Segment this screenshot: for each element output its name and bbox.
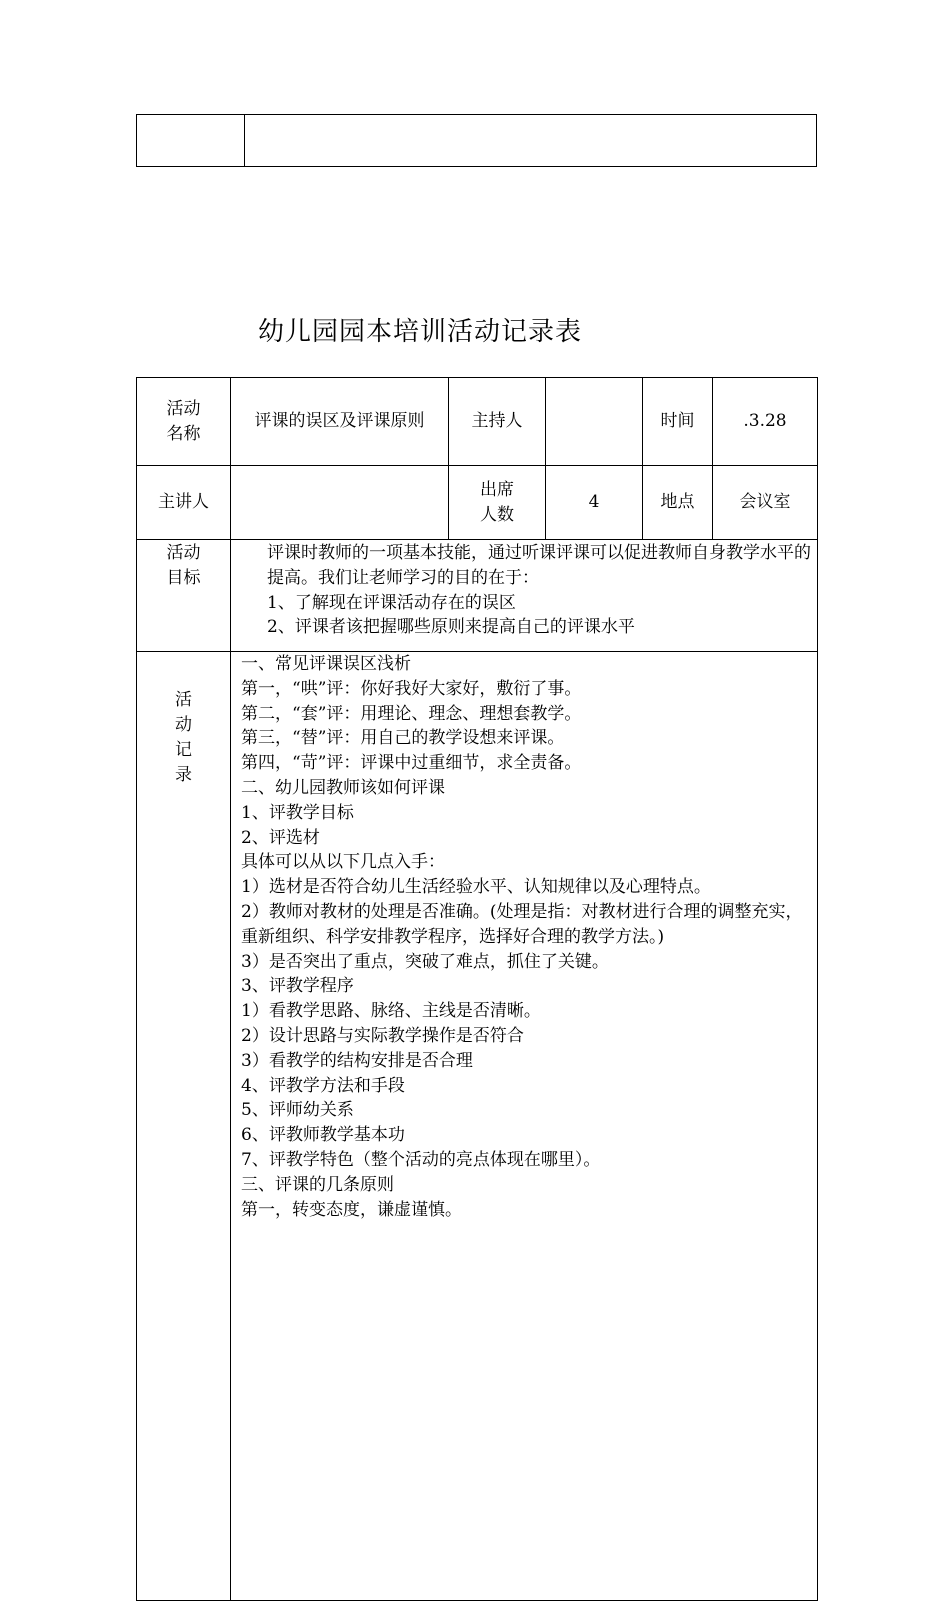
goal-label: 活动目标	[166, 543, 201, 588]
location-cell: 会议室	[713, 466, 818, 540]
table-row	[137, 466, 818, 540]
speaker-label-cell: 主讲人	[137, 466, 231, 540]
table-row	[137, 652, 818, 1601]
record-line: 1）选材是否符合幼儿生活经验水平、认知规律以及心理特点。	[241, 877, 711, 898]
record-line: 三、评课的几条原则	[241, 1174, 394, 1195]
record-line: 2）设计思路与实际教学操作是否符合	[241, 1025, 524, 1046]
record-label: 活动记录	[175, 690, 192, 785]
header-table-divider	[244, 115, 245, 166]
record-line: 7、评教学特色（整个活动的亮点体现在哪里）。	[241, 1149, 601, 1170]
record-line: 第四，“苛”评：评课中过重细节，求全责备。	[241, 753, 582, 774]
records-cell	[231, 652, 818, 1601]
speaker-cell	[231, 466, 449, 540]
goal-line: 1、了解现在评课活动存在的误区	[267, 592, 516, 613]
goal-line: 评课时教师的一项基本技能，通过听课评课可以促进教师自身教学水平的提高。我们让老师学习的目的在于：	[267, 543, 811, 588]
attendance-cell: 4	[546, 466, 643, 540]
record-line: 2）教师对教材的处理是否准确。(处理是指：对教材进行合理的调整充实，重新组织、科学安排教学程序，选择好合理的教学方法。)	[241, 901, 803, 947]
record-line: 第一，“哄”评：你好我好大家好，敷衍了事。	[241, 678, 582, 699]
page-title: 幼儿园园本培训活动记录表	[258, 317, 583, 347]
record-line: 5、评师幼关系	[241, 1100, 354, 1121]
time-label-cell: 时间	[643, 378, 713, 466]
location-label-cell: 地点	[643, 466, 713, 540]
record-line: 第二，“套”评：用理论、理念、理想套教学。	[241, 703, 582, 724]
record-line: 一、常见评课误区浅析	[241, 654, 411, 674]
record-line: 3、评教学程序	[241, 976, 354, 997]
goal-cell	[231, 540, 818, 652]
record-line: 4、评教学方法和手段	[241, 1075, 405, 1096]
activity-name-cell: 评课的误区及评课原则	[231, 378, 449, 466]
activity-name-label-cell	[137, 378, 231, 466]
record-line: 3）看教学的结构安排是否合理	[241, 1050, 473, 1071]
record-line: 具体可以从以下几点入手：	[241, 852, 445, 873]
record-line: 1、评教学目标	[241, 802, 354, 823]
attendance-label: 出席人数	[480, 479, 514, 525]
goal-line: 2、评课者该把握哪些原则来提高自己的评课水平	[267, 617, 635, 638]
record-line: 3）是否突出了重点，突破了难点，抓住了关键。	[241, 951, 609, 972]
host-cell	[546, 378, 643, 466]
attendance-label-cell	[449, 466, 546, 540]
record-line: 6、评教师教学基本功	[241, 1125, 405, 1146]
record-line: 第三，“替”评：用自己的教学设想来评课。	[241, 728, 565, 749]
table-row	[137, 378, 818, 466]
record-line: 2、评选材	[241, 827, 320, 848]
host-label-cell: 主持人	[449, 378, 546, 466]
time-cell: .3.28	[713, 378, 818, 466]
record-line: 第一，转变态度，谦虚谨慎。	[241, 1199, 462, 1220]
header-blank-table	[136, 114, 817, 167]
training-record-table	[136, 377, 818, 1601]
goal-label-cell	[137, 540, 231, 652]
activity-name-label: 活动名称	[166, 398, 201, 444]
record-label-cell	[137, 652, 231, 1601]
table-row	[137, 540, 818, 652]
record-line: 二、幼儿园教师该如何评课	[241, 777, 445, 798]
record-line: 1）看教学思路、脉络、主线是否清晰。	[241, 1001, 541, 1022]
